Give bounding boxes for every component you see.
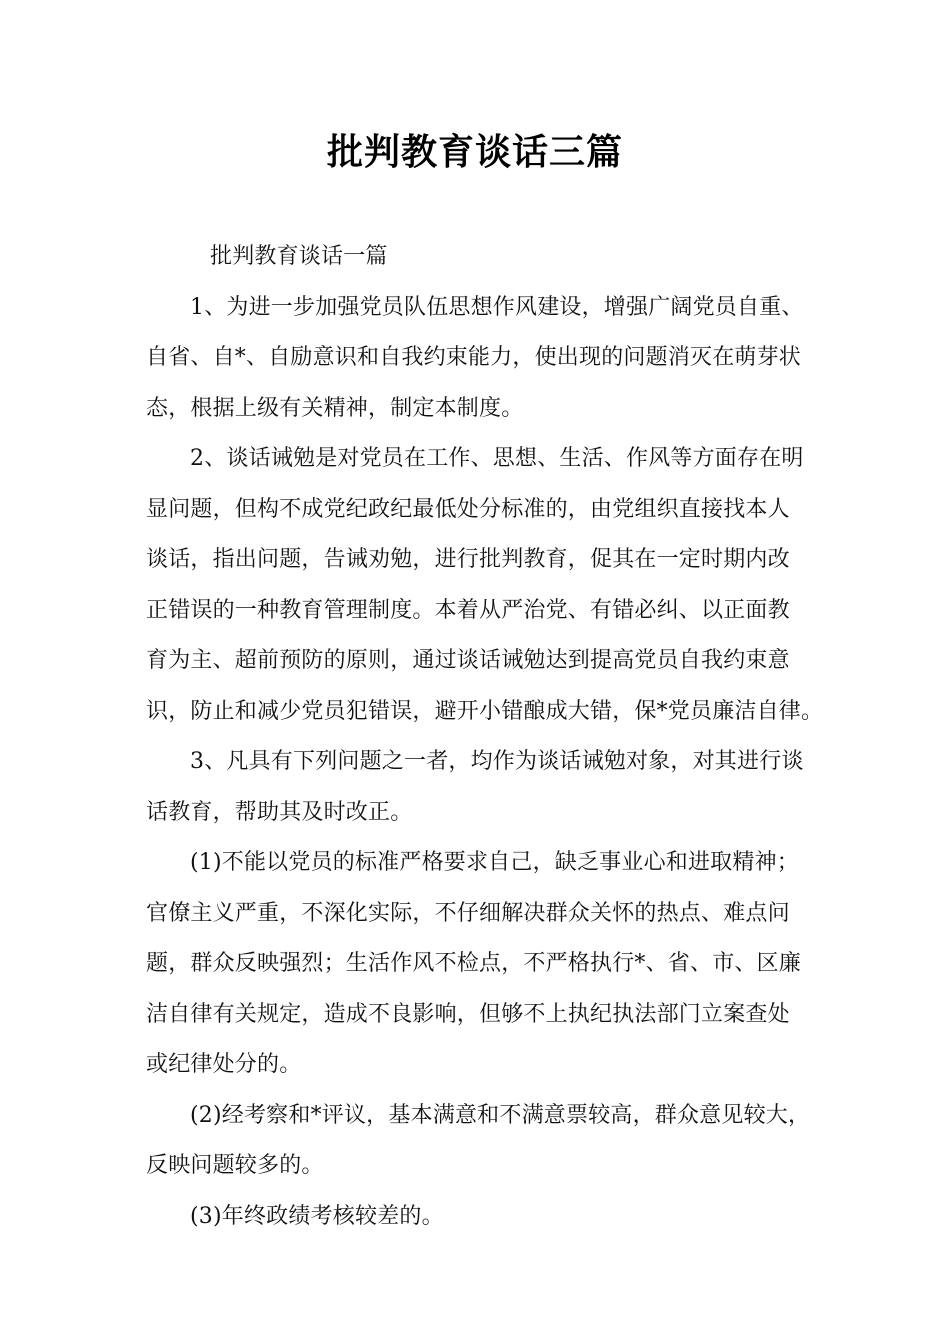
paragraph-line: 显问题，但构不成党纪政纪最低处分标准的，由党组织直接找本人 xyxy=(146,496,790,522)
paragraph-line: 官僚主义严重，不深化实际，不仔细解决群众关怀的热点、难点问 xyxy=(146,900,790,926)
paragraph-line: (1)不能以党员的标准严格要求自己，缺乏事业心和进取精神； xyxy=(190,850,799,875)
paragraph-line: 态，根据上级有关精神，制定本制度。 xyxy=(146,395,524,421)
paragraph-line: 正错误的一种教育管理制度。本着从严治党、有错必纠、以正面教 xyxy=(146,597,790,623)
paragraph-line: 话教育，帮助其及时改正。 xyxy=(146,799,413,825)
paragraph-line: 3、凡具有下列问题之一者，均作为谈话诫勉对象，对其进行谈 xyxy=(190,749,804,774)
paragraph-line: 题，群众反映强烈；生活作风不检点，不严格执行*、省、市、区廉 xyxy=(146,951,802,976)
paragraph-line: (3)年终政绩考核较差的。 xyxy=(190,1203,444,1229)
paragraph-line: 或纪律处分的。 xyxy=(146,1052,302,1077)
document-body xyxy=(146,232,822,1242)
paragraph-line: (2)经考察和*评议，基本满意和不满意票较高，群众意见较大， xyxy=(190,1102,811,1128)
paragraph-line: 洁自律有关规定，造成不良影响，但够不上执纪执法部门立案查处 xyxy=(146,1001,790,1027)
document-title: 批判教育谈话三篇 xyxy=(326,131,623,173)
section-subtitle: 批判教育谈话一篇 xyxy=(210,244,388,269)
paragraph-line: 2、谈话诫勉是对党员在工作、思想、生活、作风等方面存在明 xyxy=(190,446,804,471)
paragraph-line: 识，防止和减少党员犯错误，避开小错酿成大错，保*党员廉洁自律。 xyxy=(146,698,824,724)
paragraph-line: 自省、自*、自励意识和自我约束能力，使出现的问题消灭在萌芽状 xyxy=(146,345,802,370)
paragraph-line: 1、为进一步加强党员队伍思想作风建设，增强广阔党员自重、 xyxy=(190,294,804,320)
paragraph-line: 育为主、超前预防的原则，通过谈话诫勉达到提高党员自我约束意 xyxy=(146,648,790,673)
paragraph-line: 谈话，指出问题，告诫劝勉，进行批判教育，促其在一定时期内改 xyxy=(146,547,790,572)
paragraph-line: 反映问题较多的。 xyxy=(146,1153,324,1178)
